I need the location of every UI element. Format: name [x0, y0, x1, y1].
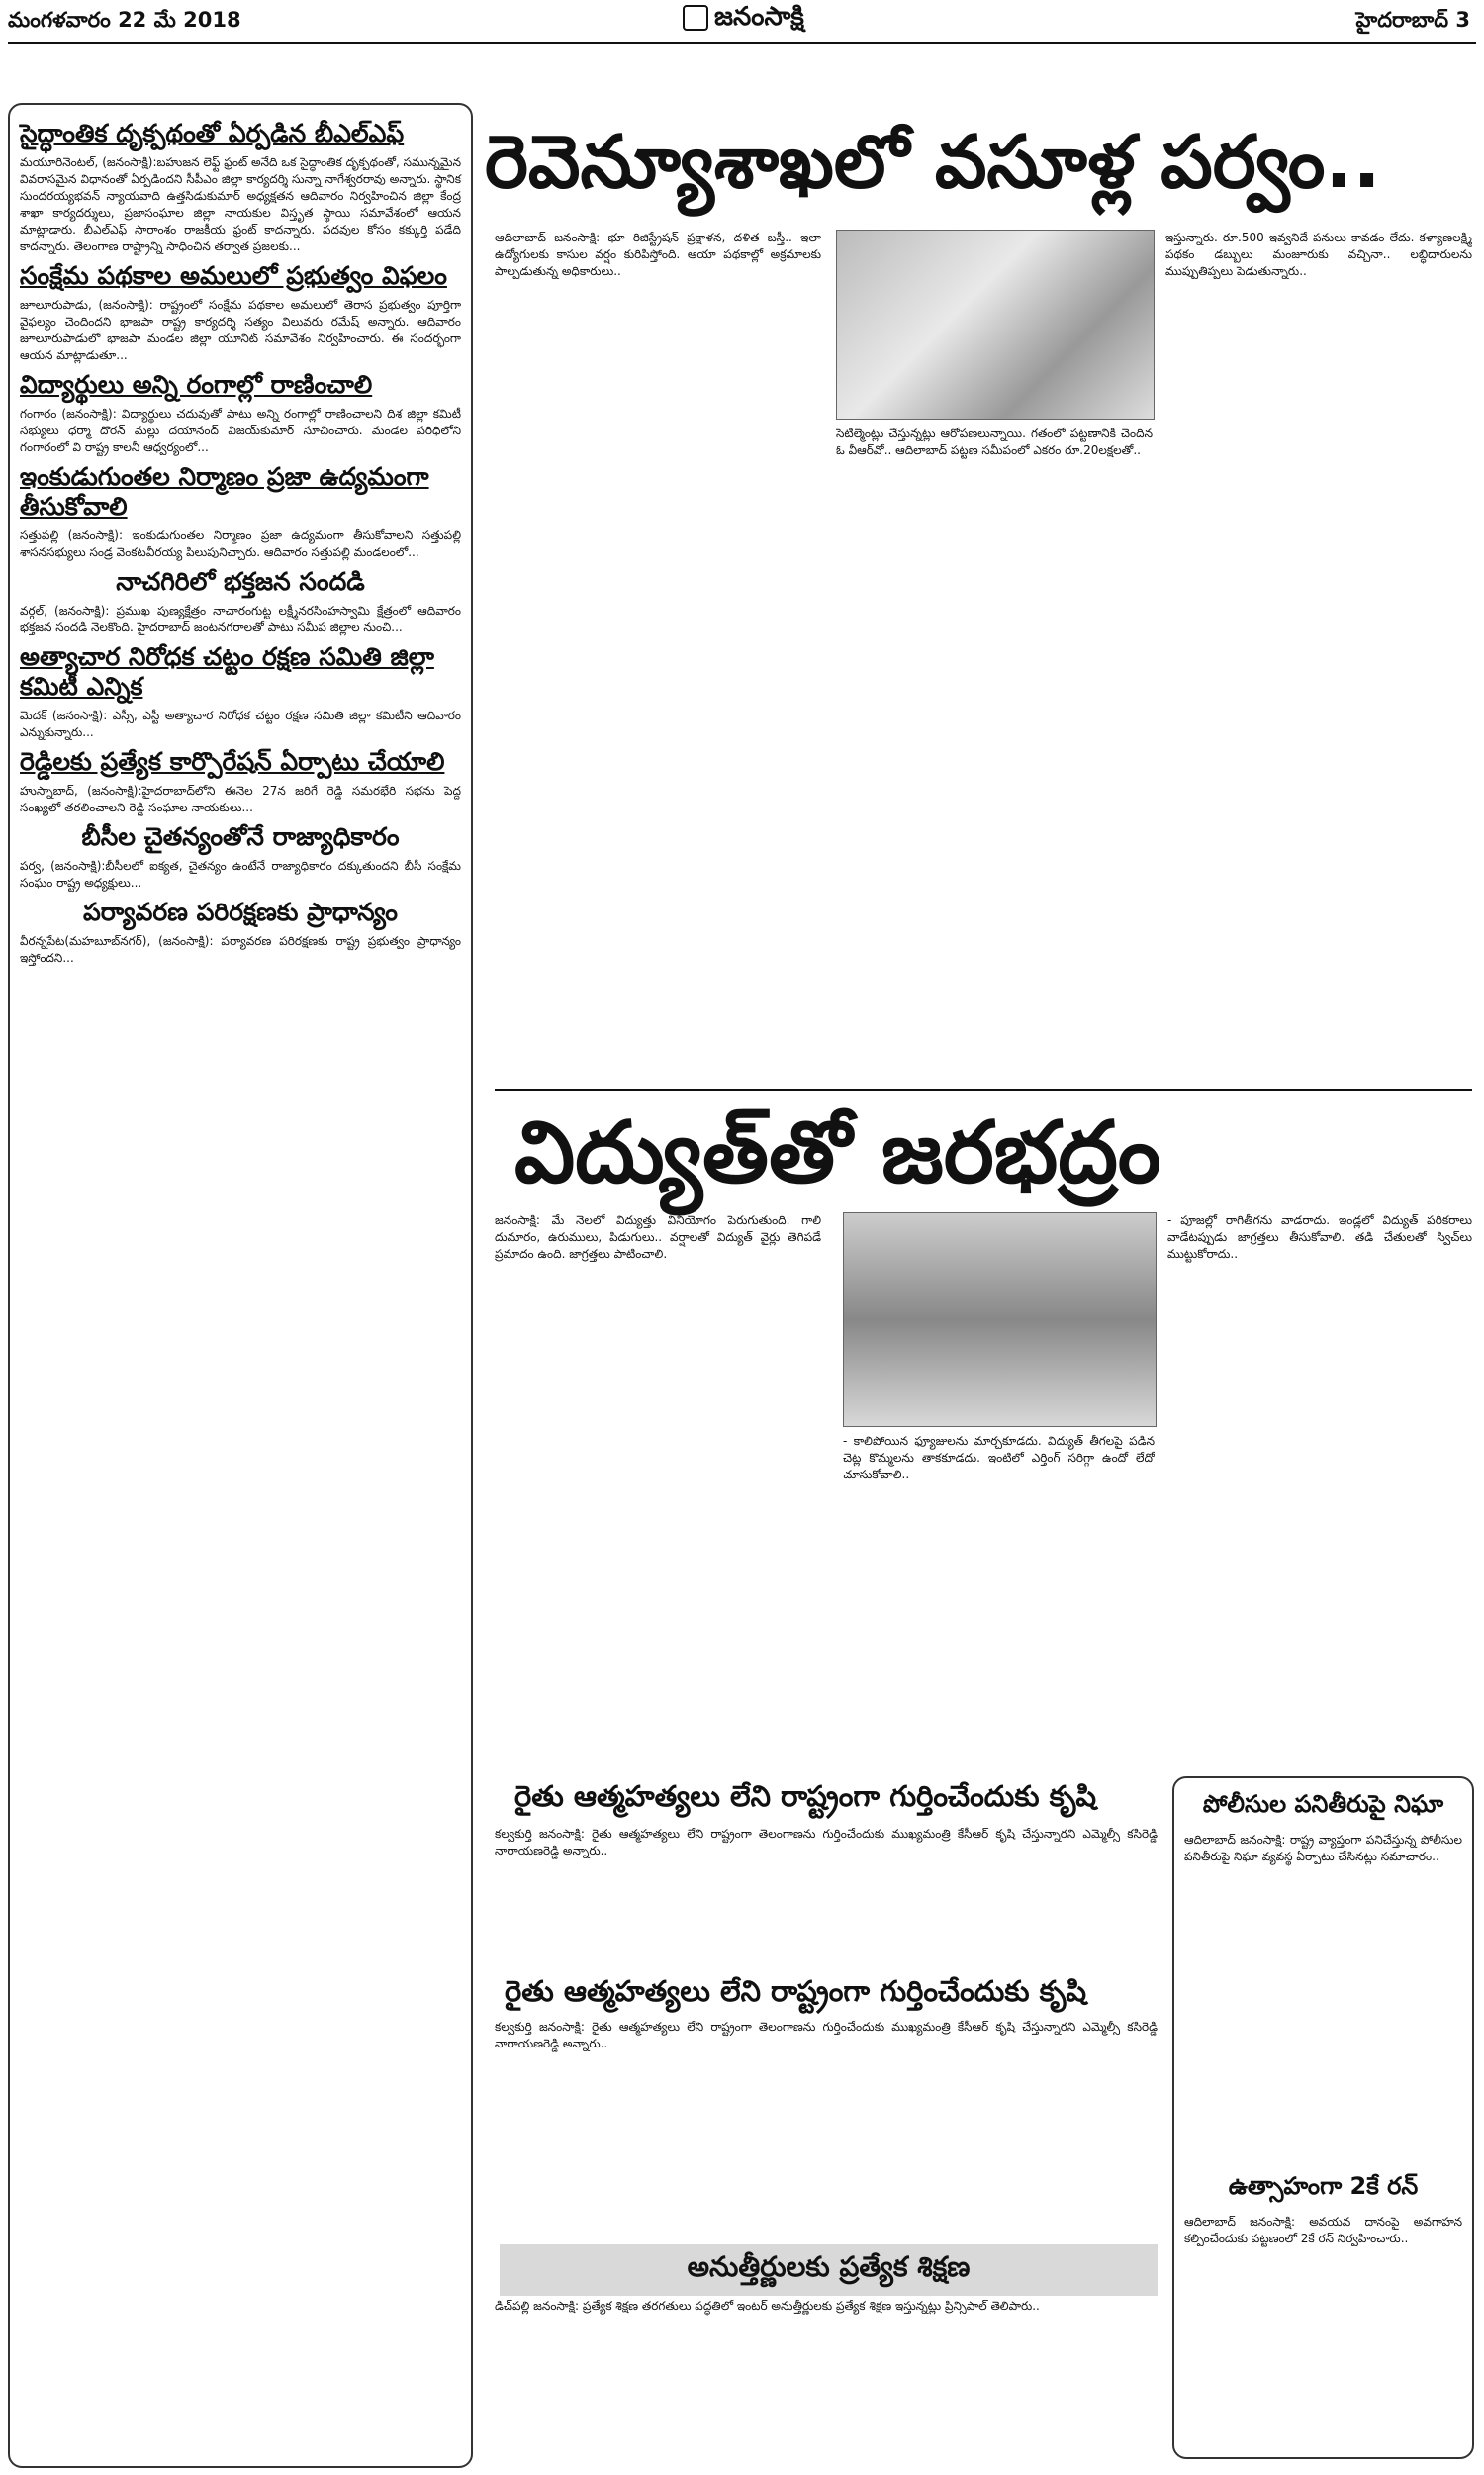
article-heading: అత్యాచార నిరోధక చట్టం రక్షణ సమితి జిల్లా కమిటీ ఎన్నిక: [20, 642, 434, 701]
sidebar-article: [20, 898, 461, 967]
article-heading: సంక్షేమ పథకాల అమలులో ప్రభుత్వం విఫలం: [20, 261, 447, 290]
electricity-column-1: జనంసాక్షి: మే నెలలో విద్యుత్తు వినియోగం పెరుగుతుంది. గాలి దుమారం, ఉరుములు, పిడుగులు.. వర్షాలతో విద్యుత్ వైర్లు తెగిపడే ప్రమాదం ఉంది. జాగ్రత్తలు పాటించాలి.: [495, 1213, 821, 1261]
sidebar-article: [20, 462, 461, 561]
article-body: సత్తుపల్లి (జనంసాక్షి): ఇంకుడుగుంతల నిర్మాణం ప్రజా ఉద్యమంగా తీసుకోవాలని సత్తుపల్లి శాసనసభ్యులు సండ్ర వెంకటవీరయ్య పిలుపునిచ్చారు. ఆదివారం సత్తుపల్లి మండలంలో...: [20, 528, 461, 559]
article-body: మెదక్ (జనంసాక్షి): ఎస్సీ, ఎస్టీ అత్యాచార నిరోధక చట్టం రక్షణ సమితి జిల్లా కమిటీని ఆదివారం ఎన్నుకున్నారు...: [20, 709, 461, 739]
electricity-photo: [843, 1212, 1157, 1427]
exam-body: డిచ్‌పల్లి జనంసాక్షి: ప్రత్యేక శిక్షణ తరగతులు పద్ధతిలో ఇంటర్ అనుత్తీర్ణులకు ప్రత్యేక శిక్షణ ఇస్తున్నట్లు ప్రిన్సిపాల్ తెలిపారు..: [495, 2299, 1040, 2313]
run-headline: ఉత్సాహంగా 2కే రన్: [1228, 2172, 1419, 2200]
lead-headline: రెవెన్యూశాఖలో వసూళ్ల పర్వం..: [485, 120, 1381, 205]
header-page-label: హైదరాబాద్ 3: [1355, 8, 1470, 32]
article-heading: విద్యార్థులు అన్ని రంగాల్లో రాణించాలి: [20, 370, 373, 399]
article-heading: రెడ్డిలకు ప్రత్యేక కార్పొరేషన్ ఏర్పాటు చేయాలి: [20, 747, 445, 776]
article-heading: పర్యావరణ పరిరక్షణకు ప్రాధాన్యం: [83, 898, 398, 926]
lead-column-2: సెటిల్మెంట్లు చేస్తున్నట్లు ఆరోపణలున్నాయి. గతంలో పట్టణానికి చెందిన ఓ వీఆర్‌వో.. ఆదిలాబాద్ పట్టణ సమీపంలో ఎకరం రూ.20లక్షలతో..: [836, 427, 1153, 457]
electricity-column-2: - కాలిపోయిన ఫ్యూజులను మార్చకూడదు. విద్యుత్ తీగలపై పడిన చెట్ల కొమ్మలను తాకకూడదు. ఇంటిలో ఎర్తింగ్ సరిగ్గా ఉందో లేదో చూసుకోవాలి..: [843, 1434, 1155, 1481]
article-body: వీరన్నపేట(మహబూబ్‌నగర్), (జనంసాక్షి): పర్యావరణ పరిరక్షణకు రాష్ట్ర ప్రభుత్వం ప్రాధాన్యం ఇస్తోందని...: [20, 934, 461, 965]
electricity-column-3: - పూజల్లో రాగితీగను వాడరాదు. ఇండ్లలో విద్యుత్ పరికరాలు వాడేటప్పుడు జాగ్రత్తలు తీసుకోవాలి. తడి చేతులతో స్విచ్‌లు ముట్టుకోరాదు..: [1167, 1213, 1472, 1261]
farm-body-2: కల్వకుర్తి జనంసాక్షి: రైతు ఆత్మహత్యలు లేని రాష్ట్రంగా తెలంగాణను గుర్తించేందుకు ముఖ్యమంత్రి కేసీఆర్ కృషి చేస్తున్నారని ఎమ్మెల్సీ కసిరెడ్డి నారాయణరెడ్డి అన్నారు..: [495, 2020, 1158, 2050]
exam-headline: అనుత్తీర్ణులకు ప్రత్యేక శిక్షణ: [500, 2244, 1158, 2296]
article-body: పర్వ, (జనంసాక్షి):బీసీలలో ఐక్యత, చైతన్యం ఉంటేనే రాజ్యాధికారం దక్కుతుందని బీసీ సంక్షేమ సంఘం రాష్ట్ర అధ్యక్షులు...: [20, 859, 461, 890]
section-divider: [495, 1089, 1472, 1091]
sidebar-news-column: [8, 103, 473, 2468]
article-heading: నాచగిరిలో భక్తజన సందడి: [116, 567, 365, 596]
sidebar-article: [20, 261, 461, 364]
farm-body-1: కల్వకుర్తి జనంసాక్షి: రైతు ఆత్మహత్యలు లేని రాష్ట్రంగా తెలంగాణను గుర్తించేందుకు ముఖ్యమంత్రి కేసీఆర్ కృషి చేస్తున్నారని ఎమ్మెల్సీ కసిరెడ్డి నారాయణరెడ్డి అన్నారు..: [495, 1827, 1158, 1857]
article-body: మయూరినెంటల్, (జనంసాక్షి):బహుజన లెఫ్ట్ ఫ్రంట్ అనేది ఒక సైద్ధాంతిక దృక్పథంతో, సమున్నమైన వివరాసమైన విధానంతో ఏర్పడిందని సీపీఎం జిల్లా కార్యదర్శి సున్నా నాగేశ్వరరావు అన్నారు. స్థానిక సుందరయ్యభవన్ న్యాయవాది ఉత్తసిడుకుమార్ అధ్యక్షతన ఆదివారం నిర్వహించిన జిల్లా కేంద్ర శాఖా కార్యదర్శులు, ప్రజాసంఘాల జిల్లా నాయకుల విస్తృత స్థాయి సమావేశంలో ఆయన మాట్లాడారు. బీఎల్‌ఎఫ్ సారాంశం రాజకీయ ఫ్రంట్ కాదన్నారు. పదవుల కోసం కక్కుర్తి పడేది కాదన్నారు. తెలంగాణ రాష్ట్రాన్ని సాధించిన తర్వాత ప్రజలకు...: [20, 155, 461, 253]
sidebar-article: [20, 642, 461, 741]
article-heading: సైద్ధాంతిక దృక్పథంతో ఏర్పడిన బీఎల్‌ఎఫ్: [20, 119, 405, 147]
logo-icon: [683, 5, 708, 31]
electricity-headline: విద్యుత్‌తో జరభద్రం: [514, 1103, 1161, 1202]
article-body: హుస్నాబాద్, (జనంసాక్షి):హైదరాబాద్‌లోని ఈనెల 27న జరిగే రెడ్డి సమరభేరి సభను పెద్ద సంఖ్యలో తరలించాలని రెడ్డి సంఘాల నాయకులు...: [20, 784, 461, 814]
lead-column-1: ఆదిలాబాద్ జనంసాక్షి: భూ రిజిస్ట్రేషన్‌ ప్రక్షాళన, దళిత బస్తీ.. ఇలా ఉద్యోగులకు కాసుల వర్షం కురిపిస్తోంది. ఆయా పథకాల్లో అక్రమాలకు పాల్పడుతున్న అధికారులు..: [495, 231, 821, 278]
lead-photo: [836, 230, 1155, 420]
police-body: ఆదిలాబాద్ జనంసాక్షి: రాష్ట్ర వ్యాప్తంగా పనిచేస్తున్న పోలీసుల పనితీరుపై నిఘా వ్యవస్థ ఏర్పాటు చేసినట్లు సమాచారం..: [1184, 1833, 1462, 1863]
sidebar-article: [20, 370, 461, 456]
sidebar-article: [20, 567, 461, 636]
sidebar-article: [20, 747, 461, 816]
masthead-logo: జనంసాక్షి: [683, 2, 804, 38]
article-heading: బీసీల చైతన్యంతోనే రాజ్యాధికారం: [81, 822, 400, 851]
article-body: వర్గల్, (జనంసాక్షి): ప్రముఖ పుణ్యక్షేత్రం నాచారంగుట్ట లక్ష్మీనరసింహస్వామి క్షేత్రంలో ఆదివారం భక్తజన సందడి నెలకొంది. హైదరాబాద్ జంటనగరాలతో పాటు సమీప జిల్లాల నుంచి...: [20, 604, 461, 634]
header-rule: [8, 42, 1476, 44]
right-box: [1172, 1776, 1474, 2459]
header-date: మంగళవారం 22 మే 2018: [8, 8, 241, 32]
sidebar-article: [20, 822, 461, 892]
article-heading: ఇంకుడుగుంతల నిర్మాణం ప్రజా ఉద్యమంగా తీసుకోవాలి: [20, 462, 429, 521]
farm-headline-1: రైతు ఆత్మహత్యలు లేని రాష్ట్రంగా గుర్తించేందుకు కృషి: [514, 1779, 1096, 1813]
farm-headline-2: రైతు ఆత్మహత్యలు లేని రాష్ట్రంగా గుర్తించేందుకు కృషి: [505, 1974, 1086, 2008]
police-headline: పోలీసుల పనితీరుపై నిఘా: [1202, 1790, 1444, 1818]
lead-column-3: ఇస్తున్నారు. రూ.500 ఇవ్వనిదే పనులు కావడం లేదు. కళ్యాణలక్ష్మి పథకం డబ్బులు మంజూరుకు వచ్చినా.. లబ్ధిదారులను ముప్పుతిప్పలు పెడుతున్నారు..: [1165, 231, 1472, 278]
sidebar-article: [20, 119, 461, 255]
run-body: ఆదిలాబాద్ జనంసాక్షి: అవయవ దానంపై అవగాహన కల్పించేందుకు పట్టణంలో 2కే రన్ నిర్వహించారు..: [1184, 2215, 1462, 2245]
article-body: గంగారం (జనంసాక్షి): విద్యార్థులు చదువుతో పాటు అన్ని రంగాల్లో రాణించాలని దిశ జిల్లా కమిటీ సభ్యులు ధర్మా దొరన్ మల్లు దయానంద్ విజయ్‌కుమార్ సూచించారు. మండల పరిధిలోని గంగారంలో వి రాష్ట్ర కాలనీ ఆధ్వర్యంలో...: [20, 407, 461, 454]
article-body: జూలూరుపాడు, (జనంసాక్షి): రాష్ట్రంలో సంక్షేమ పథకాల అమలులో తెరాస ప్రభుత్వం పూర్తిగా వైఫల్యం చెందిందని భాజపా రాష్ట్ర కార్యదర్శి సత్యం విలువరు రమేష్ అన్నారు. ఆదివారం జూలూరుపాడులో భాజపా మండల జిల్లా యూనిట్ సమావేశం నిర్వహించారు. ఈ సందర్భంగా ఆయన మాట్లాడుతూ...: [20, 298, 461, 362]
